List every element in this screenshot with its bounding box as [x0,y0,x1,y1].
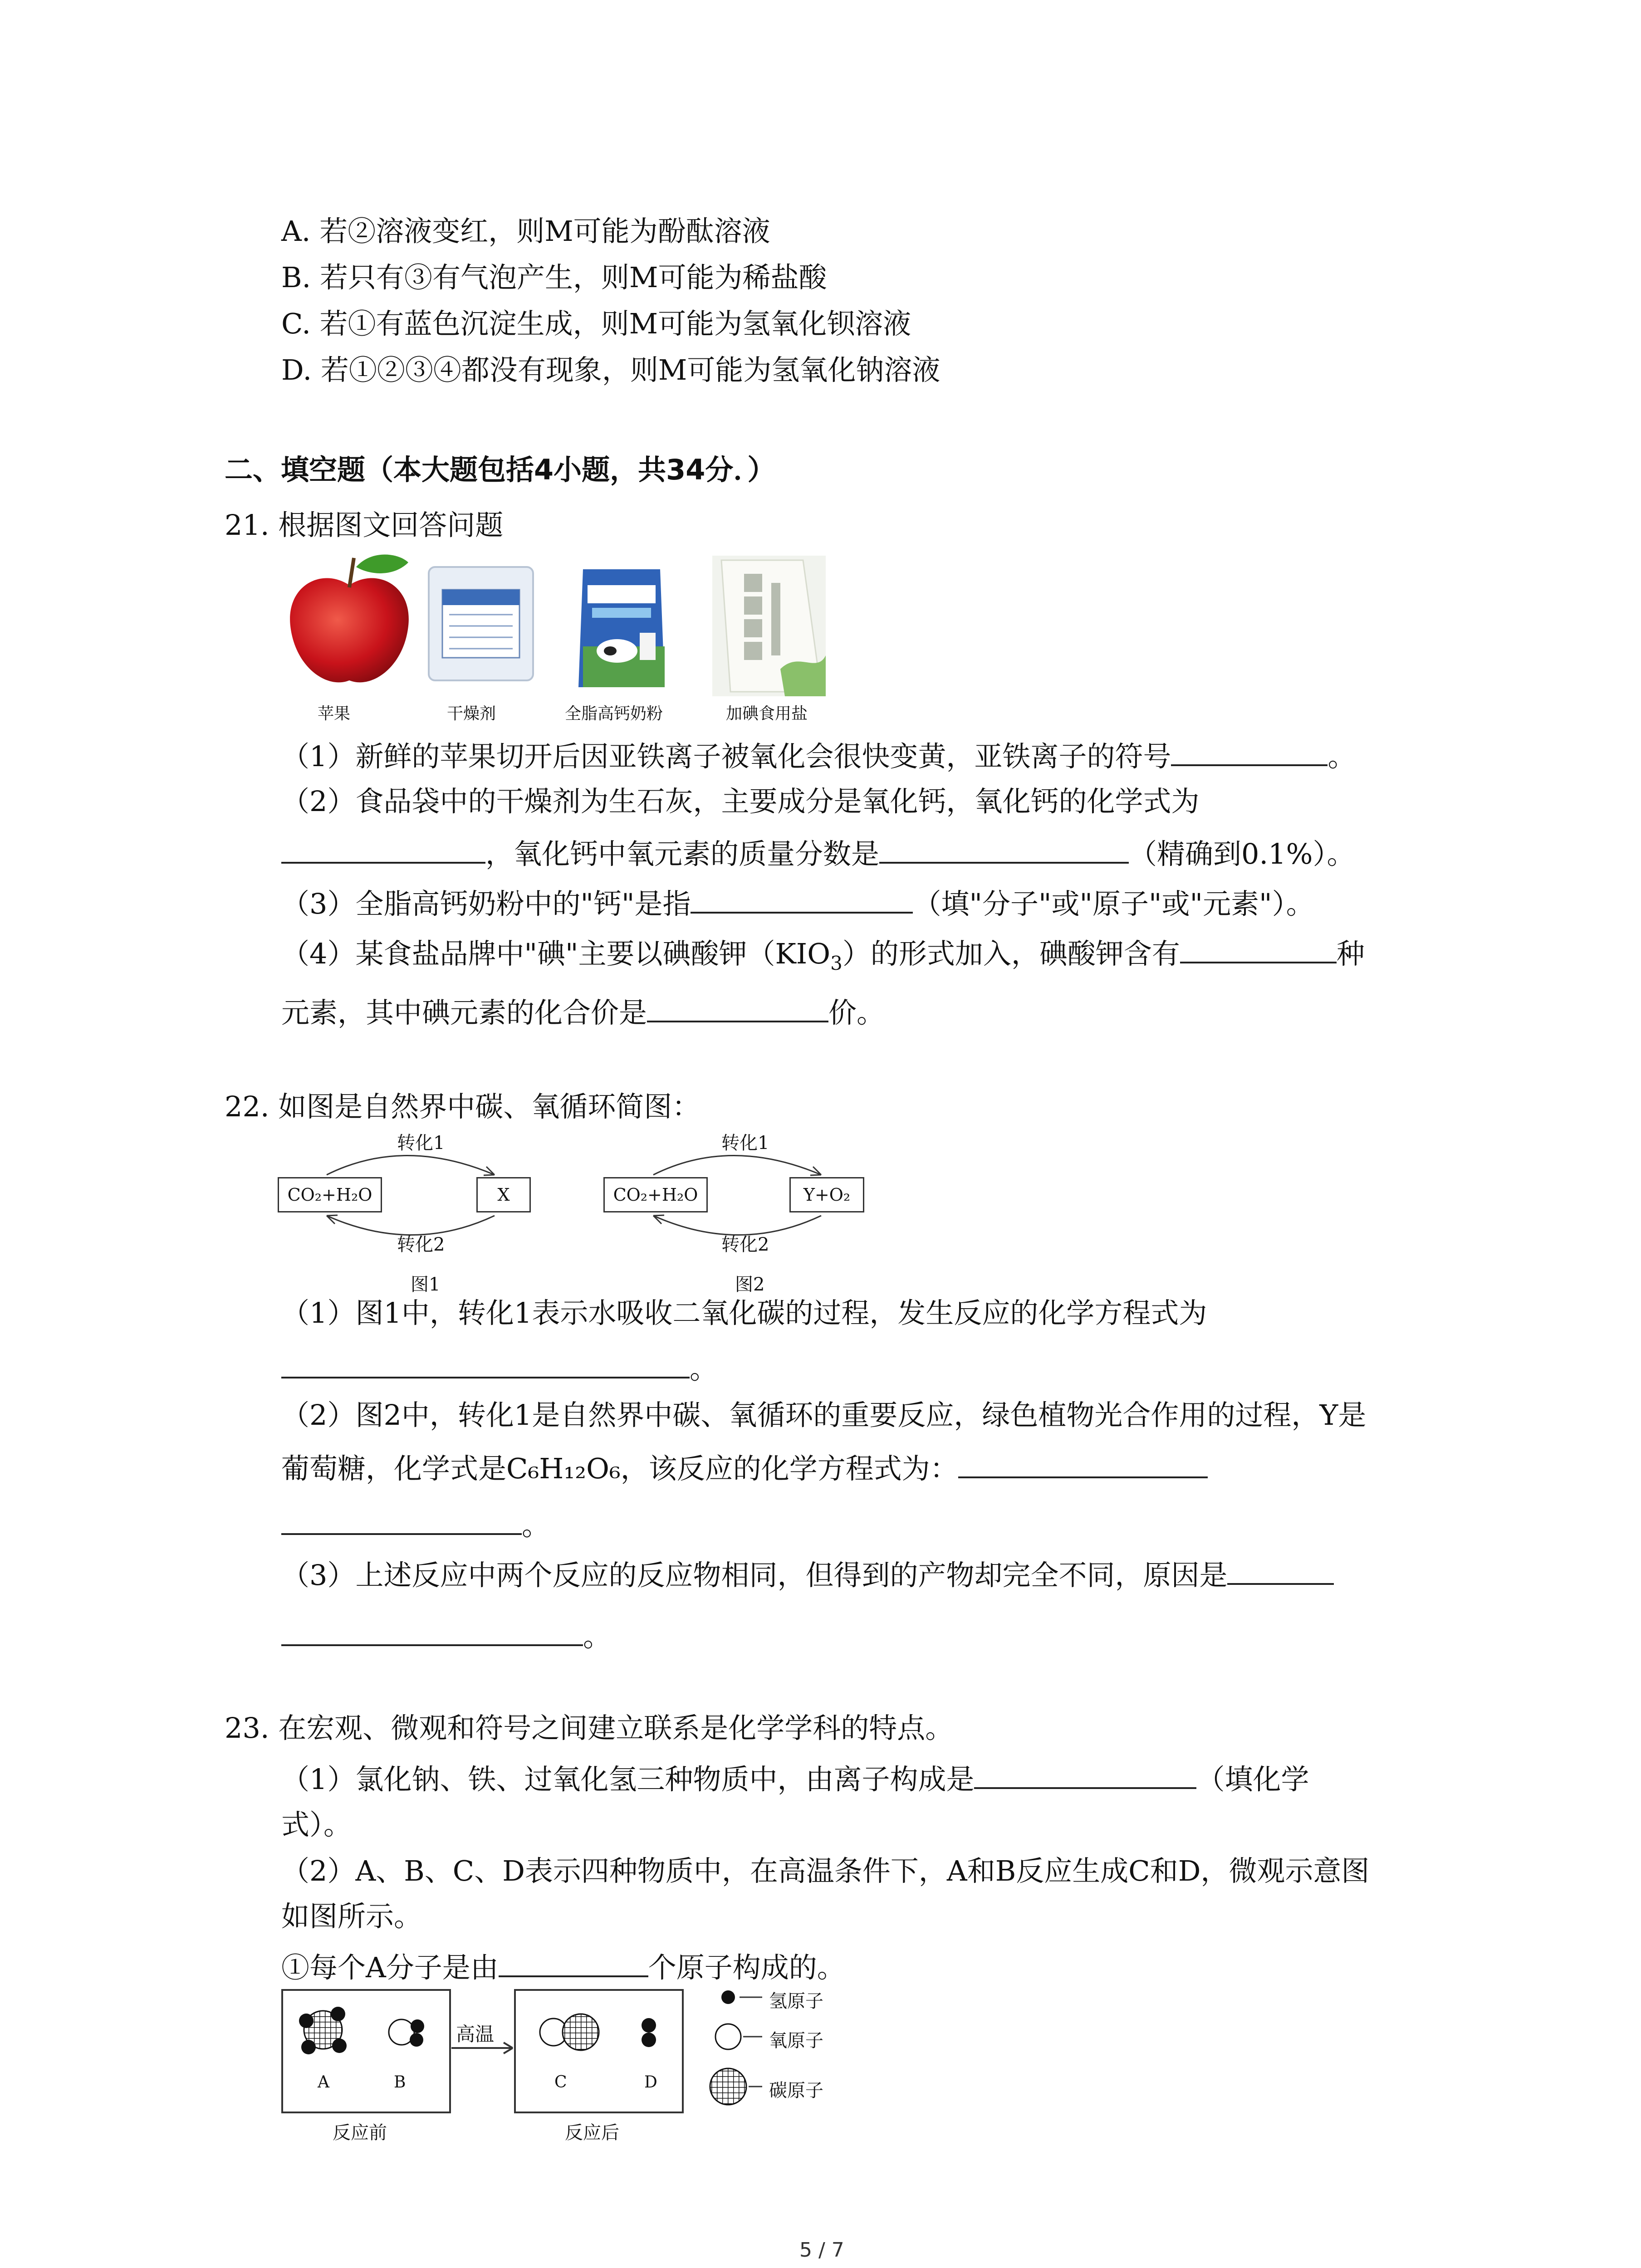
desiccant-image [424,562,538,685]
molecule-a [299,2007,347,2054]
q22-part3-answer: 。 [281,1617,611,1655]
q23-part2: （2）A、B、C、D表示四种物质中，在高温条件下，A和B反应生成C和D，微观示意图 [281,1854,1370,1887]
page-number: 5 / 7 [799,2239,844,2262]
fig2-arrows [644,1145,853,1236]
legend-hydrogen: 氢原子 [769,1991,823,2012]
reaction-condition: 高温 [456,2023,495,2045]
fig1-right-box: X [476,1177,531,1212]
oxygen-legend-icon [715,2024,741,2049]
iodized-salt-image [712,556,826,696]
q22-part3: （3）上述反应中两个反应的反应物相同，但得到的产物却完全不同，原因是 [281,1556,1334,1593]
fig2-label-bottom: 转化2 [721,1234,769,1255]
q21-part2b: ，氧化钙中氧元素的质量分数是 （精确到0.1%）。 [281,835,1355,872]
answer-blank-atom-count[interactable] [499,1948,648,1977]
fig1-arrows [318,1145,526,1236]
q22-part1-answer: 。 [281,1349,718,1387]
answer-blank-ionic-compound[interactable] [974,1760,1196,1789]
fig1-caption: 图1 [411,1274,441,1295]
q22-part1: （1）图1中，转化1表示水吸收二氧化碳的过程，发生反应的化学方程式为 [281,1296,1207,1330]
legend-oxygen: 氧原子 [769,2030,823,2051]
answer-blank-cao-formula[interactable] [281,835,485,864]
q21-part4: （4）某食盐品牌中"碘"主要以碘酸钾$(KIO_3)$的形式加入，碘酸钾含有 种 [281,934,1365,982]
after-box [515,1990,683,2112]
answer-blank-element-count[interactable] [1180,934,1337,963]
q23-part1: （1）氯化钠、铁、过氧化氢三种物质中，由离子构成是 （填化学 [281,1760,1309,1798]
q22-part2-answer: 。 [281,1506,550,1544]
apple-image [281,549,417,694]
legend-carbon: 碳原子 [769,2080,823,2101]
q21-part3: （3）全脂高钙奶粉中的"钙"是指 （填"分子"或"原子"或"元素"）。 [281,885,1314,922]
fig2-right-box: Y+O₂ [789,1177,864,1212]
molecule-d [642,2018,656,2047]
option-d: D. 若①②③④都没有现象，则M可能为氢氧化钠溶液 [281,353,941,386]
molecule-c [540,2014,599,2050]
answer-blank-reason[interactable] [1227,1556,1334,1585]
label-d: D [644,2073,657,2092]
milk-powder-image [574,560,669,692]
option-b: B. 若只有③有气泡产生，则M可能为稀盐酸 [281,261,827,294]
caption-milk: 全脂高钙奶粉 [565,704,663,723]
fig1-label-bottom: 转化2 [397,1234,445,1255]
q21-part4b: 元素，其中碘元素的化合价是 价。 [281,993,885,1031]
label-b: B [394,2073,406,2092]
q23-part3: ①每个A分子是由 个原子构成的。 [281,1948,845,1986]
fig2-caption: 图2 [735,1274,765,1295]
answer-blank-ferrous-ion[interactable] [1171,737,1327,766]
q23-part1b: 式）。 [281,1808,352,1841]
after-caption: 反应后 [565,2122,619,2143]
answer-blank-calcium[interactable] [691,885,913,914]
fig2-left-box: CO₂+H₂O [603,1177,708,1212]
q23-part2b: 如图所示。 [281,1900,422,1933]
molecule-b [389,2019,424,2047]
carbon-legend-icon [710,2068,746,2105]
caption-salt: 加碘食用盐 [726,704,808,723]
q21-title: 21. 根据图文回答问题 [225,508,504,542]
answer-blank-valence[interactable] [647,993,828,1022]
q22-part2: （2）图2中，转化1是自然界中碳、氧循环的重要反应，绿色植物光合作用的过程，Y是 [281,1398,1367,1432]
q22-part2b: 葡萄糖，化学式是C₆H₁₂O₆，该反应的化学方程式为： [281,1449,1208,1487]
label-a: A [318,2073,329,2092]
answer-blank-photosynthesis-equation[interactable] [958,1449,1208,1478]
hydrogen-legend-icon [721,1990,735,2004]
q21-part1: （1）新鲜的苹果切开后因亚铁离子被氧化会很快变黄，亚铁离子的符号 。 [281,737,1356,775]
before-caption: 反应前 [333,2122,387,2143]
q23-title: 23. 在宏观、微观和符号之间建立联系是化学学科的特点。 [225,1711,954,1745]
label-c: C [554,2073,567,2092]
answer-blank-oxygen-fraction[interactable] [879,835,1129,864]
fig2-label-top: 转化1 [721,1133,769,1154]
q22-title: 22. 如图是自然界中碳、氧循环简图： [225,1090,700,1123]
caption-desiccant: 干燥剂 [447,704,496,723]
q21-part2: （2）食品袋中的干燥剂为生石灰，主要成分是氧化钙，氧化钙的化学式为 [281,785,1200,818]
fig1-label-top: 转化1 [397,1133,445,1154]
option-c: C. 若①有蓝色沉淀生成，则M可能为氢氧化钡溶液 [281,307,911,340]
answer-blank-co2-water-equation[interactable] [281,1349,690,1378]
option-a: A. 若②溶液变红，则M可能为酚酞溶液 [281,215,770,248]
answer-blank-photosynthesis-equation-cont[interactable] [281,1506,522,1535]
caption-apple: 苹果 [318,704,351,723]
fig1-left-box: CO₂+H₂O [278,1177,382,1212]
answer-blank-reason-cont[interactable] [281,1617,583,1646]
section-title: 二、填空题（本大题包括4小题，共34分．） [225,453,776,486]
